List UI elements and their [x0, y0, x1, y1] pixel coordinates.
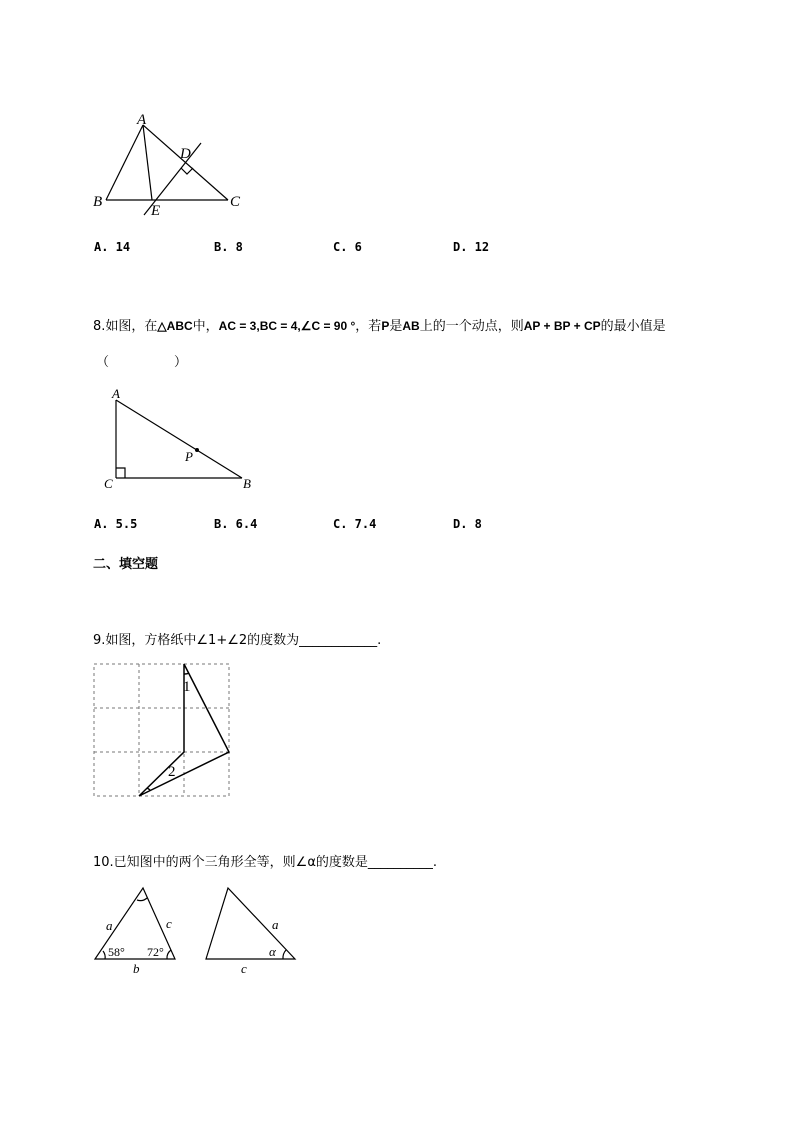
q9-figure — [90, 660, 235, 800]
q7-figure — [88, 105, 258, 225]
q8-answer-paren: （ ） — [96, 355, 188, 370]
q8-option-a: A. 5.5 — [94, 517, 138, 531]
q8-expression: AP + BP + CP — [523, 319, 601, 333]
section-heading: 二、填空题 — [93, 557, 159, 572]
q7-option-c: C. 6 — [333, 240, 362, 254]
q9-angle-2: 2 — [168, 764, 176, 780]
q8-option-d: D. 8 — [453, 517, 482, 531]
q8-number: 8. — [93, 319, 106, 334]
q7-label-b: B — [93, 194, 103, 210]
q8-label-p: P — [185, 449, 193, 464]
q8-label-c: C — [104, 476, 113, 491]
q7-label-a: A — [137, 112, 147, 128]
q7-option-a: A. 14 — [94, 240, 131, 254]
q8-text-1: 如图，在 — [105, 319, 158, 334]
q8-text-4: 是 — [389, 319, 403, 334]
q10-right-c: c — [241, 961, 247, 976]
q9-stem: 9.如图，方格纸中∠1+∠2的度数为____________. — [93, 633, 382, 648]
q8-label-b: B — [243, 476, 251, 491]
q8-text-2: 中， — [192, 319, 219, 334]
q10-left-c: c — [166, 916, 172, 931]
q8-triangle: △ABC — [157, 319, 193, 333]
q8-text-3: ，若 — [355, 319, 382, 334]
q8-label-a: A — [112, 386, 120, 401]
q8-option-b: B. 6.4 — [214, 517, 258, 531]
q8-point-p: P — [381, 319, 390, 333]
q7-label-d: D — [180, 146, 191, 162]
q8-figure — [98, 383, 268, 498]
q10-left-a: a — [106, 918, 113, 933]
q10-stem: 10.已知图中的两个三角形全等，则∠α的度数是__________. — [93, 855, 438, 870]
q8-segment-ab: AB — [402, 319, 420, 333]
q10-angle-58: 58° — [108, 945, 125, 959]
q7-label-c: C — [230, 194, 241, 210]
q8-text-6: 的最小值是 — [600, 319, 666, 334]
q9-angle-1: 1 — [183, 679, 191, 695]
q10-alpha: α — [269, 944, 276, 959]
q7-label-e: E — [151, 203, 161, 219]
q10-right-a: a — [272, 917, 279, 932]
q7-option-b: B. 8 — [214, 240, 243, 254]
q8-option-c: C. 7.4 — [333, 517, 377, 531]
q10-figure — [90, 880, 305, 980]
q8-condition: AC = 3,BC = 4,∠C = 90 ° — [218, 319, 356, 333]
q10-angle-72: 72° — [147, 945, 164, 959]
q8-text-5: 上的一个动点，则 — [419, 319, 524, 334]
q7-option-d: D. 12 — [453, 240, 490, 254]
q10-left-b: b — [133, 961, 140, 976]
q8-stem — [93, 315, 666, 334]
